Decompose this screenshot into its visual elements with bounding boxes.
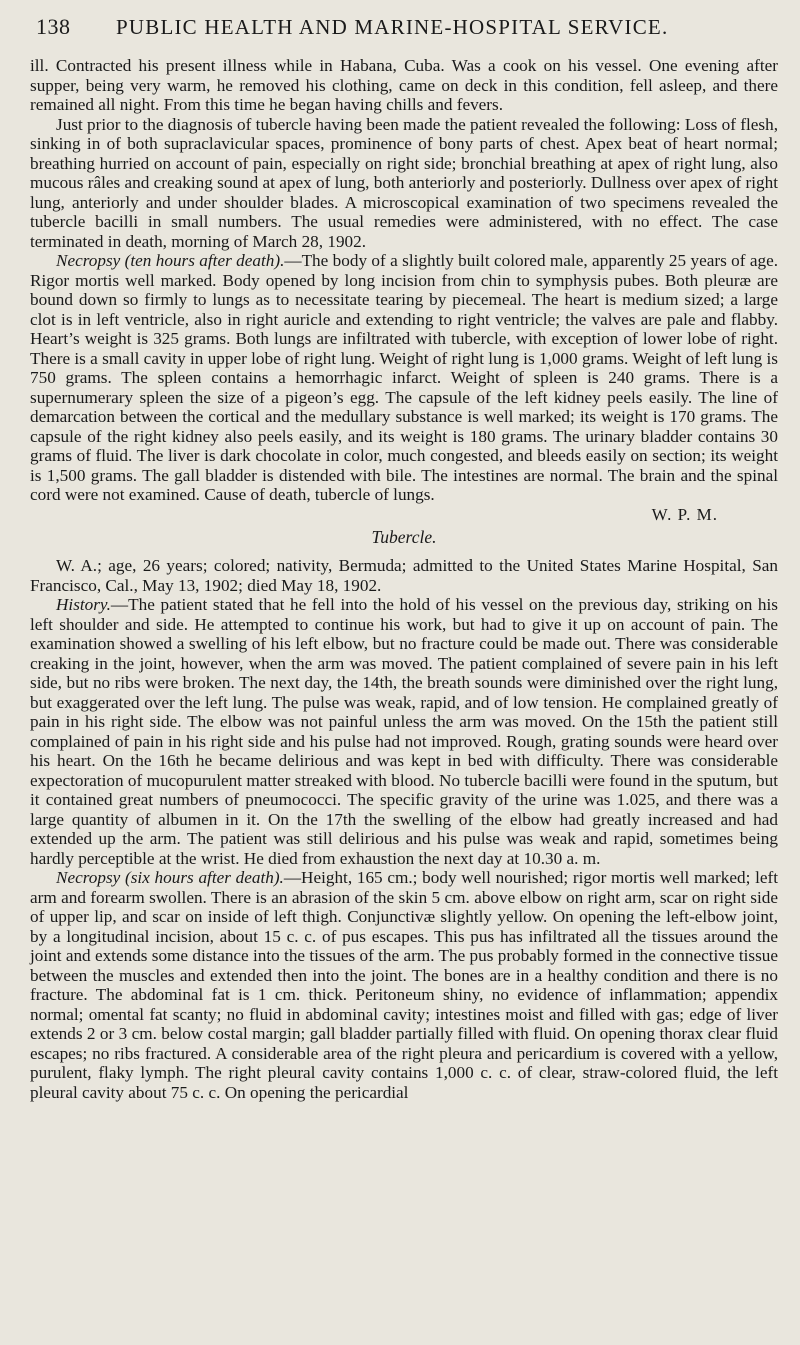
case1-paragraph-1: ill. Contracted his present illness while in Habana, Cuba. Was a cook on his vessel. One evening after supper, being very warm, he removed his clothing, came on deck in this condition, fell asleep, and there remained all night. From this time he began having chills and fevers. bbox=[30, 56, 778, 114]
case1-necropsy-text: —The body of a slightly built colored male, apparently 25 years of age. Rigor mortis well marked. Body opened by long incision from chin to symphysis pubes. Both pleuræ are bound down so firmly to lungs as to necessitate tearing by piecemeal. The heart is medium sized; a large clot is in left ventricle, also in right auricle and extending to right ventricle; the valves are pale and flabby. Heart’s weight is 325 grams. Both lungs are infiltrated with tubercle, with exception of lower lobe of right. There is a small cavity in upper lobe of right lung. Weight of right lung is 1,000 grams. Weight of left lung is 750 grams. The spleen contains a hemorrhagic infarct. Weight of spleen is 240 grams. There is a supernumerary spleen the size of a pigeon’s egg. The capsule of the left kidney peels easily. The line of demarcation between the cortical and the medullary substance is well marked; its weight is 170 grams. The capsule of the right kidney also peels easily, and its weight is 180 grams. The urinary bladder contains 30 grams of fluid. The liver is dark chocolate in color, much congested, and bleeds easily on section; its weight is 1,500 grams. The gall bladder is distended with bile. The intestines are normal. The brain and the spinal cord were not examined. Cause of death, tubercle of lungs. bbox=[30, 251, 778, 504]
case2-intro: W. A.; age, 26 years; colored; nativity, Bermuda; admitted to the United States Marine Hospital, San Francisco, Cal., May 13, 1902; died May 18, 1902. bbox=[30, 556, 778, 595]
running-header bbox=[30, 14, 778, 56]
case2-history-paragraph bbox=[30, 595, 778, 868]
case2-title: Tubercle. bbox=[371, 527, 437, 547]
case2-history-text: —The patient stated that he fell into the hold of his vessel on the previous day, striking on his left shoulder and side. He attempted to continue his work, but had to give it up on account of pain. The examination showed a swelling of his left elbow, but no fracture could be made out. There was considerable creaking in the joint, however, when the arm was moved. The patient complained of severe pain in his left side, but no ribs were broken. The next day, the 14th, the breath sounds were diminished over the right lung, but exaggerated over the left lung. The pulse was weak, rapid, and of low tension. He complained greatly of pain in his right side. The elbow was not painful unless the arm was moved. On the 15th the patient still complained of pain in his right side and his pulse had not improved. Rough, grating sounds were heard over his heart. On the 16th he became delirious and was kept in bed with difficulty. There was considerable expectoration of mucopurulent matter streaked with blood. No tubercle bacilli were found in the sputum, but it contained great numbers of pneumococci. The specific gravity of the urine was 1.025, and there was a large quantity of albumen in it. On the 17th the swelling of the elbow had greatly increased and had extended up the arm. The patient was still delirious and his pulse was weak and rapid, sometimes being hardly perceptible at the wrist. He died from exhaustion the next day at 10.30 a. m. bbox=[30, 595, 778, 868]
case2-necropsy-label: Necropsy (six hours after death). bbox=[56, 868, 284, 887]
case1-signature: W. P. M. bbox=[651, 504, 718, 524]
case2-necropsy-paragraph bbox=[30, 868, 778, 1102]
running-title: PUBLIC HEALTH AND MARINE-HOSPITAL SERVICE. bbox=[116, 15, 669, 39]
case1-necropsy-label: Necropsy (ten hours after death). bbox=[56, 251, 285, 270]
case2-history-label: History. bbox=[56, 595, 111, 614]
page-number: 138 bbox=[36, 14, 71, 39]
case2-necropsy-text: —Height, 165 cm.; body well nourished; rigor mortis well marked; left arm and forearm swollen. There is an abrasion of the skin 5 cm. above elbow on right arm, scar on right side of upper lip, and scar on inside of left thigh. Conjunctivæ slightly yellow. On opening the left-elbow joint, by a longitudinal incision, about 15 c. c. of pus escapes. This pus has infiltrated all the tissues around the joint and extends some distance into the tissues of the arm. The pus probably formed in the connective tissue between the muscles and extended then into the joint. The bones are in a healthy condition and there is no fracture. The abdominal fat is 1 cm. thick. Peritoneum shiny, no evidence of inflammation; appendix normal; omental fat scanty; no fluid in abdominal cavity; intestines moist and filled with gas; edge of liver extends 2 or 3 cm. below costal margin; gall bladder partially filled with fluid. On opening thorax clear fluid escapes; no ribs fractured. A considerable area of the right pleura and pericardium is covered with a yellow, purulent, flaky lymph. The right pleural cavity contains 1,000 c. c. of clear, straw-colored fluid, the left pleural cavity about 75 c. c. On opening the pericardial bbox=[30, 868, 778, 1102]
body-text bbox=[30, 56, 778, 1102]
case1-paragraph-2: Just prior to the diagnosis of tubercle having been made the patient revealed the following: Loss of flesh, sinking in of both supraclavicular spaces, prominence of bony parts of chest. Apex beat of heart normal; breathing hurried on account of pain, especially on right side; bronchial breathing at apex of right lung, also mucous râles and creaking sound at apex of lung, both anteriorly and posteriorly. Dullness over apex of right lung, anteriorly and under shoulder blades. A microscopical examination of two specimens revealed the tubercle bacilli in small numbers. The usual remedies were administered, with no effect. The case terminated in death, morning of March 28, 1902. bbox=[30, 114, 778, 251]
case1-necropsy-paragraph bbox=[30, 251, 778, 505]
